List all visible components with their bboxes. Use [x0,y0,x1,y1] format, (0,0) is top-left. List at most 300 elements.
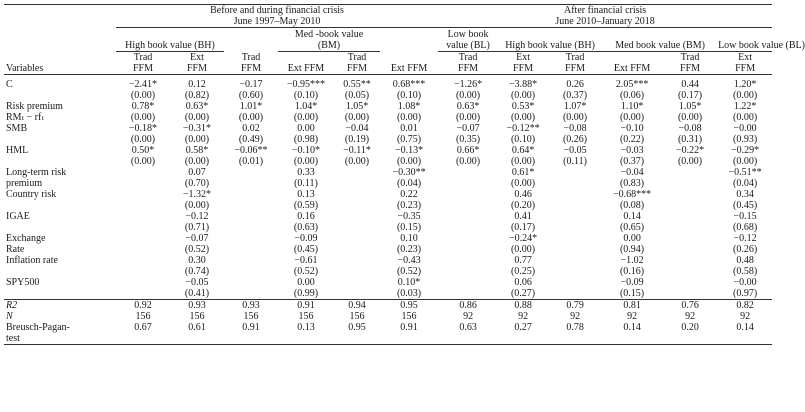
pvalue-cell: (0.37) [619,156,645,167]
stats-value: 0.86 [438,300,498,312]
coefficient-cell: −0.12 [185,211,209,222]
period-before-range: June 1997–May 2010 [116,16,438,28]
table-row [4,189,772,200]
pvalue-cell [438,244,498,255]
row-label-secondary: RMₜ − rfₜ [6,112,44,123]
stats-value: 0.14 [623,322,641,333]
pvalue-cell: (0.06) [619,90,645,101]
stats-row [4,311,772,322]
group-bl-label-1: Low book [447,29,489,40]
pvalue-cell [116,266,170,277]
coefficient-cell [438,211,498,222]
table-row [4,123,772,134]
pvalue-cell: (0.99) [293,288,319,299]
coefficient-cell: −0.00 [733,277,757,288]
coefficient-cell: 1.04* [294,101,318,112]
table-row-pvalues [4,288,772,300]
pvalue-cell: (0.00) [293,112,319,123]
coefficient-cell: −1.26* [453,79,483,90]
pvalue-cell [334,222,380,233]
group-bl2-header [718,28,805,52]
coefficient-cell [548,211,602,222]
coefficient-cell: −0.15 [733,211,757,222]
table-row [4,277,772,288]
coefficient-cell: 1.22* [733,101,757,112]
pvalue-cell: (0.00) [510,112,536,123]
column-header-line2: Ext FFM [602,63,662,75]
pvalue-cell [116,222,170,233]
pvalue-cell: (0.60) [238,90,264,101]
pvalue-cell [438,178,498,189]
table-row-pvalues [4,90,772,101]
coefficient-cell: 0.78* [131,101,155,112]
coefficient-cell [662,277,718,288]
pvalue-cell: (0.10) [396,90,422,101]
coefficient-cell [334,189,380,200]
column-header-line2: FFM [170,63,224,75]
pvalue-cell [662,244,718,255]
pvalue-cell: (0.63) [293,222,319,233]
coefficient-cell: 0.44 [681,79,699,90]
pvalue-cell: (0.00) [733,112,758,123]
stats-value: 0.82 [718,300,772,312]
row-label: HML [6,145,29,156]
group-header-row [4,28,772,52]
coefficient-cell: −0.08 [678,123,702,134]
coefficient-cell: 0.41 [514,211,532,222]
pvalue-cell: (0.03) [396,288,422,299]
stats-value: 0.63 [459,322,477,333]
column-header-line1 [602,52,662,63]
group-bm-label-1: Med -book value [294,29,364,40]
pvalue-cell [116,178,170,189]
coefficient-cell: 0.00 [297,277,315,288]
column-header-row-1 [4,52,772,63]
coefficient-cell [334,255,380,266]
pvalue-cell: (0.16) [619,266,645,277]
pvalue-cell: (0.52) [396,266,422,277]
coefficient-cell: 0.33 [297,167,315,178]
coefficient-cell: −0.04 [345,123,369,134]
pvalue-cell: (0.22) [619,134,645,145]
row-label-secondary [4,266,116,277]
pvalue-cell: (0.00) [184,200,210,211]
column-header-line2: FFM [224,63,278,75]
coefficient-cell: −0.09 [294,233,318,244]
coefficient-cell: 0.68*** [392,79,426,90]
coefficient-cell: −0.12** [506,123,540,134]
stats-value: 0.95 [348,322,366,333]
stats-value: 0.91 [278,300,334,312]
regression-results-table [4,4,805,345]
period-before-title: Before and during financial crisis [210,5,344,16]
coefficient-cell [662,167,718,178]
coefficient-cell: −3.88* [508,79,538,90]
pvalue-cell: (0.75) [396,134,422,145]
empty-cell [116,333,170,345]
empty-cell [548,333,602,345]
empty-cell [380,333,438,345]
table-row-pvalues [4,156,772,167]
stats-value: 0.95 [380,300,438,312]
table-row [4,167,772,178]
empty-cell [224,333,278,345]
pvalue-cell [224,178,278,189]
coefficient-cell: 0.06 [514,277,532,288]
period-after-title: After financial crisis [564,5,647,16]
pvalue-cell: (0.00) [455,156,481,167]
coefficient-cell: 1.05* [678,101,702,112]
row-label-secondary [4,134,116,145]
column-header-line2: FFM [498,63,548,75]
coefficient-cell: −1.02 [620,255,644,266]
pvalue-cell [334,200,380,211]
pvalue-cell: (0.23) [396,244,422,255]
pvalue-cell: (0.05) [344,90,370,101]
stats-value: 156 [349,311,365,322]
coefficient-cell [224,277,278,288]
pvalue-cell: (0.52) [293,266,319,277]
coefficient-cell: −0.09 [620,277,644,288]
pvalue-cell: (0.20) [510,200,536,211]
coefficient-cell: 0.63* [456,101,480,112]
coefficient-cell [224,211,278,222]
coefficient-cell [662,211,718,222]
stats-value: 92 [518,311,529,322]
coefficient-cell: −0.08 [563,123,587,134]
coefficient-cell: 0.48 [736,255,754,266]
column-header-line2: FFM [116,63,170,75]
table-row [4,233,772,244]
pvalue-cell: (0.98) [293,134,319,145]
coefficient-cell [438,277,498,288]
coefficient-cell: 0.12 [188,79,206,90]
column-header-line2: FFM [718,63,772,75]
coefficient-cell: 0.07 [188,167,206,178]
pvalue-cell [662,200,718,211]
pvalue-cell [334,244,380,255]
stats-value: 156 [135,311,151,322]
coefficient-cell [116,233,170,244]
stats-value: 0.76 [662,300,718,312]
pvalue-cell: (0.00) [184,156,210,167]
column-header-line1 [278,52,334,63]
pvalue-cell [438,266,498,277]
empty-cell [438,333,498,345]
group-bl-header [438,28,498,52]
coefficient-cell [116,277,170,288]
coefficient-cell: 1.01* [239,101,263,112]
pvalue-cell: (0.00) [455,90,481,101]
pvalue-cell: (0.10) [510,134,536,145]
stats-value: 0.81 [602,300,662,312]
empty-cell [662,333,718,345]
coefficient-cell: −0.07 [456,123,480,134]
pvalue-cell: (0.00) [396,156,422,167]
empty-cell [718,333,772,345]
table-row-pvalues [4,200,772,211]
stats-row-continued [4,333,772,345]
pvalue-cell [662,222,718,233]
coefficient-cell: −0.03 [620,145,644,156]
coefficient-cell: −1.32* [182,189,212,200]
stats-value: 0.94 [334,300,380,312]
coefficient-cell: 0.61* [511,167,535,178]
coefficient-cell [334,211,380,222]
table-row [4,211,772,222]
group-bh-header [116,28,224,52]
stats-value: 0.14 [736,322,754,333]
pvalue-cell: (0.08) [619,200,645,211]
coefficient-cell: −0.04 [620,167,644,178]
coefficient-cell: −0.05 [563,145,587,156]
coefficient-cell [548,167,602,178]
column-header-line1: Trad [565,52,585,63]
coefficient-cell: −0.22* [675,145,705,156]
coefficient-cell: −2.41* [128,79,158,90]
coefficient-cell: −0.11* [343,145,371,156]
empty-cell [334,333,380,345]
row-label: SMB [6,123,28,134]
coefficient-cell: −0.10 [620,123,644,134]
column-header-line2: FFM [438,63,498,75]
pvalue-cell: (0.70) [184,178,210,189]
column-header-line2: Ext FFM [278,63,334,75]
group-bh2-label: High book value (BH) [498,40,602,52]
column-header-line2: FFM [662,63,718,75]
pvalue-cell: (0.00) [344,156,370,167]
pvalue-cell: (0.10) [293,90,319,101]
coefficient-cell: 0.16 [297,211,315,222]
pvalue-cell: (0.59) [293,200,319,211]
row-label: SPY500 [6,277,40,288]
coefficient-cell: 2.05*** [615,79,649,90]
period-after-header [438,5,772,29]
table-row [4,101,772,112]
stats-label: N [6,311,13,322]
coefficient-cell [662,189,718,200]
table-row [4,255,772,266]
coefficient-cell: 1.07* [563,101,587,112]
pvalue-cell [224,244,278,255]
pvalue-cell [548,288,602,300]
column-header-line1: Ext [738,52,753,63]
coefficient-cell [548,233,602,244]
coefficient-cell [334,167,380,178]
pvalue-cell [116,244,170,255]
pvalue-cell: (0.00) [677,112,703,123]
column-header-line1: Trad [241,52,261,63]
coefficient-cell [548,189,602,200]
pvalue-cell: (0.45) [733,200,758,211]
pvalue-cell: (0.00) [130,112,156,123]
table-row [4,145,772,156]
coefficient-cell: −0.17 [239,79,263,90]
column-header-line1: Trad [458,52,478,63]
stats-row [4,300,772,312]
row-label-secondary: premium [6,178,43,189]
pvalue-cell: (0.00) [396,112,422,123]
period-before-header [116,5,438,29]
coefficient-cell: −0.24* [508,233,538,244]
stats-value: 92 [685,311,696,322]
coefficient-cell: −0.29* [731,145,760,156]
pvalue-cell: (0.00) [562,112,588,123]
pvalue-cell: (0.83) [619,178,645,189]
pvalue-cell: (0.52) [184,244,210,255]
row-label: Long-term risk [6,167,67,178]
column-header-line1: Ext [516,52,530,63]
stats-value: 0.88 [498,300,548,312]
group-bm2-header [602,28,718,52]
pvalue-cell [548,266,602,277]
coefficient-cell: 0.55** [343,79,371,90]
stats-value: 0.27 [514,322,532,333]
table-row [4,75,772,91]
column-header-line1: Trad [133,52,153,63]
pvalue-cell [224,222,278,233]
coefficient-cell: 0.64* [511,145,535,156]
coefficient-cell: 1.08* [397,101,421,112]
coefficient-cell: 0.66* [456,145,480,156]
column-header-line2: FFM [334,63,380,75]
stats-value: 0.91 [242,322,260,333]
coefficient-cell: −0.95*** [286,79,326,90]
pvalue-cell: (0.00) [619,112,645,123]
pvalue-cell: (0.00) [510,90,536,101]
coefficient-cell: −0.05 [185,277,209,288]
coefficient-cell [224,233,278,244]
pvalue-cell: (0.00) [733,156,758,167]
group-bm-label-2: (BM) [278,40,380,52]
coefficient-cell: 0.53* [511,101,535,112]
pvalue-cell: (0.00) [184,112,210,123]
coefficient-cell: −0.06** [234,145,268,156]
table-row-pvalues [4,134,772,145]
coefficient-cell: 0.30 [188,255,206,266]
pvalue-cell [548,178,602,189]
stats-value: 156 [401,311,417,322]
pvalue-cell [116,200,170,211]
coefficient-cell: 0.14 [623,211,641,222]
variables-header: Variables [4,63,116,75]
pvalue-cell: (0.00) [733,90,758,101]
row-label-secondary: Rate [6,244,25,255]
group-bm2-label: Med book value (BM) [602,40,718,52]
pvalue-cell: (0.97) [733,288,758,299]
table-header [4,5,805,75]
table-row-pvalues [4,112,772,123]
pvalue-cell: (0.31) [677,134,703,145]
row-label: IGAE [6,211,30,222]
coefficient-cell [662,255,718,266]
pvalue-cell: (0.27) [510,288,536,299]
stats-row [4,322,772,333]
coefficient-cell: 0.13 [297,189,315,200]
table-body [4,75,772,345]
coefficient-cell: 0.00 [623,233,641,244]
pvalue-cell: (0.58) [733,266,758,277]
pvalue-cell [116,288,170,300]
row-label-secondary [4,90,116,101]
pvalue-cell: (0.00) [130,134,156,145]
coefficient-cell [548,255,602,266]
pvalue-cell [438,200,498,211]
empty-cell [170,333,224,345]
stats-value: 0.91 [400,322,418,333]
table-row-pvalues [4,266,772,277]
coefficient-cell [334,277,380,288]
column-header-line2: FFM [548,63,602,75]
stats-value: 0.78 [566,322,584,333]
coefficient-cell: 0.10* [397,277,421,288]
stats-value: 92 [740,311,751,322]
row-label: C [6,79,13,90]
pvalue-cell: (0.00) [510,244,536,255]
coefficient-cell: 0.22 [400,189,418,200]
pvalue-cell: (0.26) [562,134,588,145]
column-header-line1: Ext [190,52,204,63]
row-label-secondary [4,288,116,300]
pvalue-cell: (0.82) [184,90,210,101]
pvalue-cell [438,288,498,300]
coefficient-cell: −0.18* [128,123,158,134]
pvalue-cell [224,266,278,277]
pvalue-cell [334,288,380,300]
coefficient-cell: −0.00 [733,123,757,134]
pvalue-cell: (0.15) [396,222,422,233]
column-header-line1 [380,52,438,63]
coefficient-cell: −0.68*** [612,189,652,200]
period-header-row [4,5,772,29]
column-header-line1: Trad [680,52,700,63]
coefficient-cell: −0.51** [728,167,762,178]
pvalue-cell [662,266,718,277]
pvalue-cell: (0.11) [563,156,587,167]
row-label: Inflation rate [6,255,58,266]
empty-cell [498,333,548,345]
pvalue-cell: (0.00) [293,156,319,167]
pvalue-cell: (0.17) [510,222,536,233]
coefficient-cell: −0.13* [394,145,424,156]
stats-label-secondary: test [4,333,116,345]
pvalue-cell: (0.00) [184,134,210,145]
row-label-secondary [4,222,116,233]
coefficient-cell [116,211,170,222]
coefficient-cell [116,255,170,266]
coefficient-cell: 0.01 [400,123,418,134]
pvalue-cell: (0.35) [455,134,481,145]
coefficient-cell: 0.00 [297,123,315,134]
coefficient-cell: 0.34 [736,189,754,200]
stats-value: 156 [298,311,314,322]
coefficient-cell: −0.10* [291,145,321,156]
coefficient-cell [116,167,170,178]
coefficient-cell [548,277,602,288]
coefficient-cell [116,189,170,200]
row-label-secondary [4,156,116,167]
pvalue-cell [224,200,278,211]
coefficient-cell: −0.31* [182,123,212,134]
pvalue-cell: (0.65) [619,222,645,233]
stats-value: 0.93 [170,300,224,312]
pvalue-cell: (0.25) [510,266,536,277]
empty-cell [602,333,662,345]
pvalue-cell: (0.15) [619,288,645,299]
coefficient-cell: 0.58* [185,145,209,156]
coefficient-cell: 0.26 [566,79,584,90]
row-label: Exchange [6,233,46,244]
